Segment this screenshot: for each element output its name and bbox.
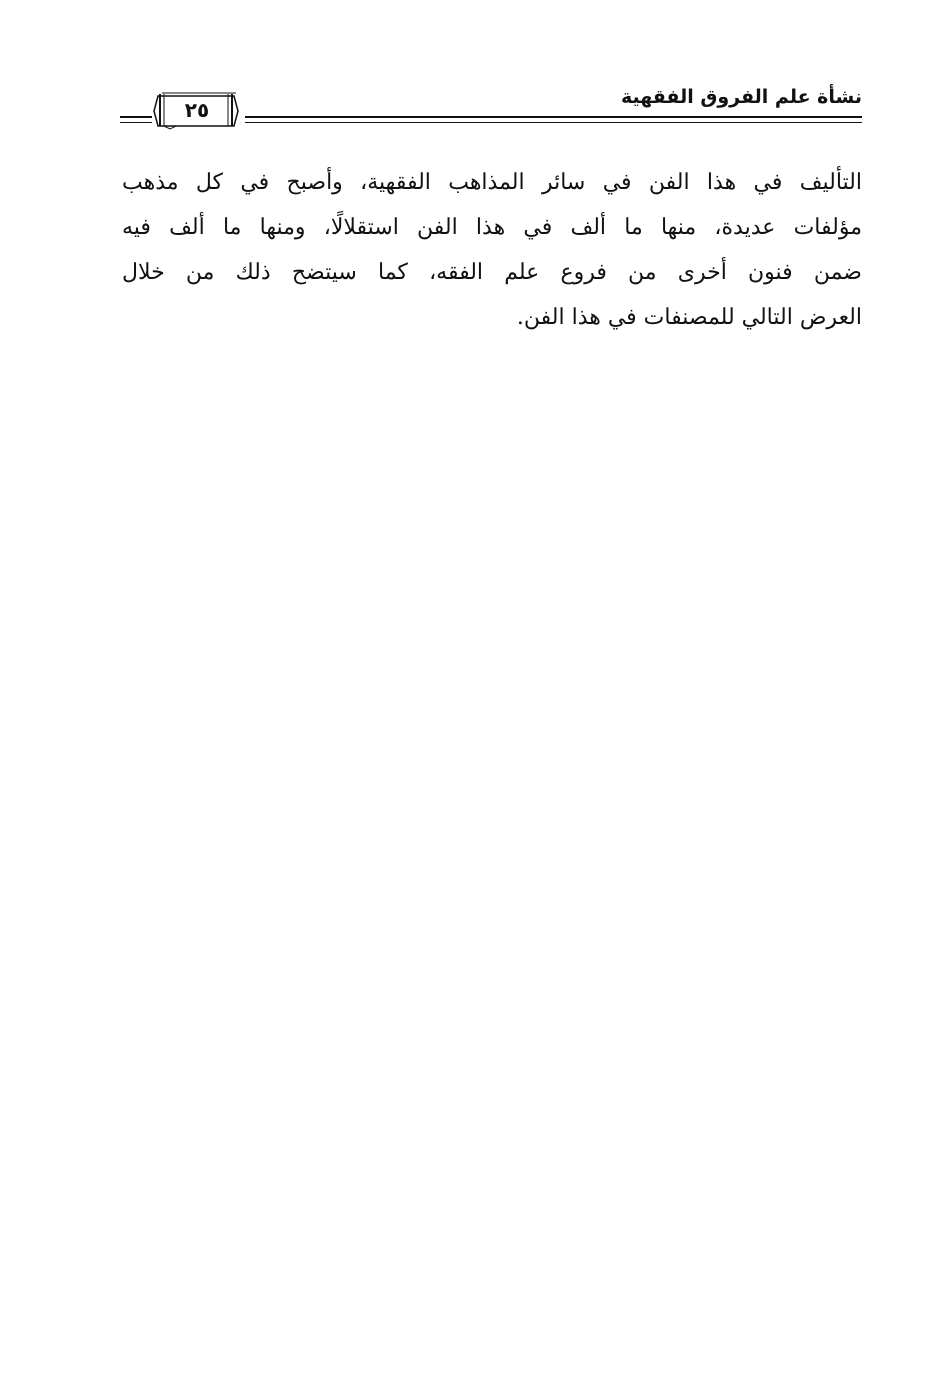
text-line: ضمن فنون أخرى من فروع علم الفقه، كما سيتضح ذلك من خلال: [122, 260, 862, 285]
chapter-title: نشأة علم الفروق الفقهية: [620, 86, 862, 108]
page-number: ٢٥: [184, 98, 210, 122]
text-line: مؤلفات عديدة، منها ما ألف في هذا الفن استقلالًا، ومنها ما ألف فيه: [122, 215, 862, 240]
running-header: [120, 78, 862, 130]
text-line: العرض التالي للمصنفات في هذا الفن.: [516, 305, 862, 330]
header-rule-left: [120, 116, 152, 123]
body-paragraph: [122, 160, 862, 340]
page-number-frame: [152, 92, 242, 130]
text-line: التأليف في هذا الفن في سائر المذاهب الفقهية، وأصبح في كل مذهب: [122, 170, 862, 195]
header-rule-right: [245, 116, 862, 123]
